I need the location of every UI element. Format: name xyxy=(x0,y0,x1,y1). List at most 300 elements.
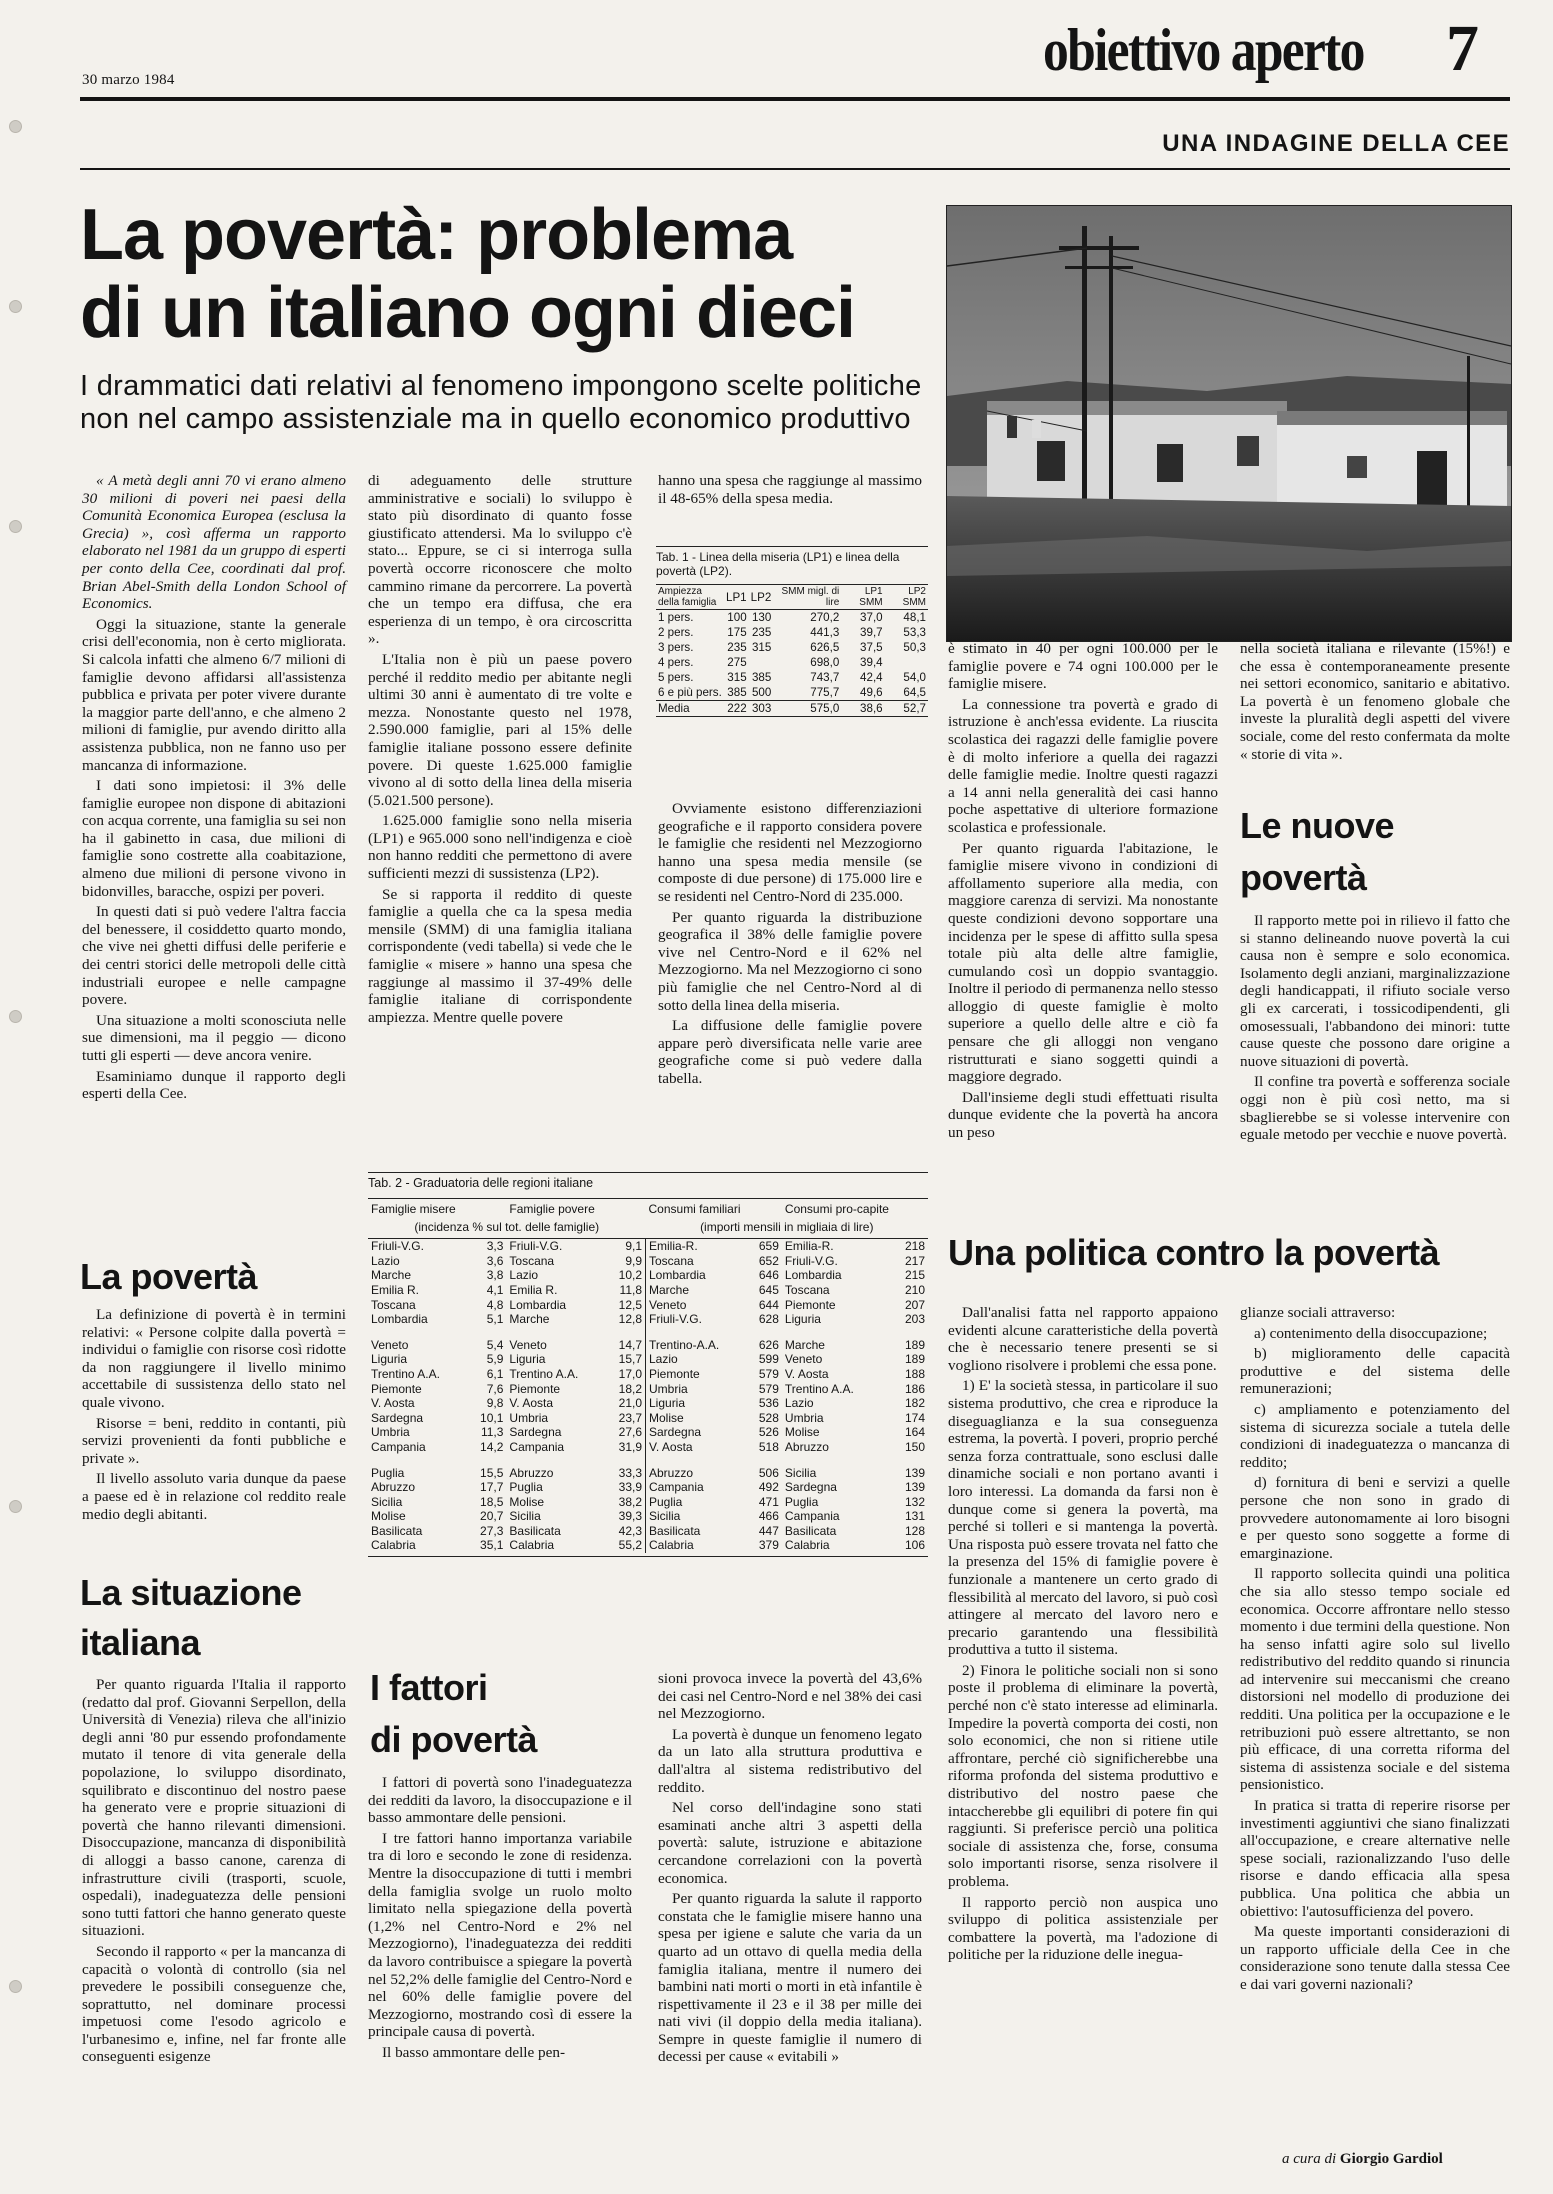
cell: Lombardia xyxy=(371,1312,428,1327)
subheading-line: Le nuove xyxy=(1240,805,1395,846)
cell: Trentino A.A. xyxy=(509,1366,579,1381)
cell: 471 xyxy=(758,1494,779,1509)
cell: 12,5 xyxy=(618,1297,642,1312)
cell: 4,1 xyxy=(486,1282,504,1297)
cell: Trentino A.A. xyxy=(784,1381,854,1396)
cell: Molise xyxy=(784,1425,820,1440)
cell: Sardegna xyxy=(646,1425,748,1440)
kicker-rule xyxy=(80,168,1510,170)
cell: 189 xyxy=(904,1337,925,1352)
deck: I drammatici dati relativi al fenomeno impongono scelte politiche non nel campo assistenziale ma in quello economico produttivo xyxy=(80,370,922,435)
table-row xyxy=(368,1440,928,1455)
cell: 659 xyxy=(758,1239,779,1254)
table-2-group: Consumi familiari xyxy=(648,1202,741,1216)
col3-paragraph: hanno una spesa che raggiunge al massimo il 48-65% della spesa media. xyxy=(658,472,922,507)
col4-paragraph: è stimato in 40 per ogni 100.000 per le famiglie povere e 74 ogni 100.000 per le famiglie misere. xyxy=(948,640,1218,693)
table-2 xyxy=(368,1172,928,1557)
table-total-row xyxy=(656,701,928,717)
cell: Piemonte xyxy=(509,1381,561,1396)
cell: 186 xyxy=(904,1381,925,1396)
cell: 4 pers. xyxy=(658,656,694,669)
cell: Umbria xyxy=(509,1410,549,1425)
cell: Abruzzo xyxy=(509,1465,554,1480)
cell xyxy=(885,655,928,670)
cell: 188 xyxy=(904,1366,925,1381)
byline-author: Giorgio Gardiol xyxy=(1339,2151,1443,2167)
cell: 150 xyxy=(904,1439,925,1454)
cell: 275 xyxy=(727,656,747,669)
table-2-group: Consumi pro-capite xyxy=(784,1202,889,1216)
cell: 42,3 xyxy=(618,1523,642,1538)
col1-paragraph: I dati sono impietosi: il 3% delle famiglie europee non dispone di abitazioni con acqua corrente, una famiglia su sei non ha il gabinetto in casa, due milioni di famiglie sono costrette alla coabitazione, almeno due milioni di persone vivono in bidonvilles, baracche, ospizi per poveri. xyxy=(82,777,346,900)
cell: 644 xyxy=(758,1297,779,1312)
fattori-paragraph: Nel corso dell'indagine sono stati esaminati anche altri 3 aspetti della povertà: salute, istruzione e abitazione cercandone correlazioni con la povertà economica. xyxy=(658,1799,922,1887)
cell: 5,9 xyxy=(486,1352,504,1367)
cell: 441,3 xyxy=(810,626,840,639)
col5-paragraph: Il rapporto mette poi in rilievo il fatto che si stanno delineando nuove povertà la cui causa non è sempre e solo economica. Isolamento degli anziani, marginalizzazione degli handicappati, il rifiuto sociale verso gli ex carcerati, i tossicodipendenti, gli omosessuali, l'abbandono dei minori: tutte cause queste che possono dare origine a nuove situazioni di povertà. xyxy=(1240,912,1510,1070)
table-2-group: Famiglie povere xyxy=(509,1202,595,1216)
cell: Sicilia xyxy=(646,1509,748,1524)
cell: Friuli-V.G. xyxy=(371,1239,424,1254)
cell: 23,7 xyxy=(618,1410,642,1425)
cell: 14,2 xyxy=(480,1439,504,1454)
cell: 379 xyxy=(758,1538,779,1553)
cell: 385 xyxy=(751,671,772,684)
table-1-grid xyxy=(656,584,928,717)
table-2-group: Famiglie misere xyxy=(371,1202,456,1216)
cell: Liguria xyxy=(784,1312,821,1327)
article-column-1c xyxy=(82,1676,346,2069)
subheading-line: povertà xyxy=(1240,857,1367,898)
col1-paragraph: La definizione di povertà è in termini relativi: « Persone colpite dalla povertà = individui o famiglie con risorse così ridotte da non raggiungere il livello minimo accettabile di sussistenza dello stato nel quale vivono. xyxy=(82,1306,346,1411)
cell: Friuli-V.G. xyxy=(784,1253,838,1268)
article-column-3b xyxy=(658,800,922,1091)
cell: Marche xyxy=(371,1268,412,1283)
cell: 139 xyxy=(904,1465,925,1480)
cell: 528 xyxy=(758,1410,779,1425)
table-row xyxy=(368,1352,928,1367)
cell: 536 xyxy=(758,1396,779,1411)
table-row xyxy=(656,685,928,701)
cell: Basilicata xyxy=(509,1523,561,1538)
cell: Lazio xyxy=(509,1268,539,1283)
cell: 518 xyxy=(758,1439,779,1454)
cell: 18,2 xyxy=(618,1381,642,1396)
cell: Sicilia xyxy=(784,1465,817,1480)
cell: Sicilia xyxy=(371,1494,403,1509)
cell: 9,9 xyxy=(625,1253,642,1268)
issue-date: 30 marzo 1984 xyxy=(82,72,175,88)
cell: 37,5 xyxy=(860,641,883,654)
table-1-header: LP2 SMM xyxy=(902,586,926,608)
col5-paragraph: Il confine tra povertà e sofferenza sociale oggi non è più così netto, ma si sbaglierebbe se si volesse intervenire con eguale metodo per vecchie e nuove povertà. xyxy=(1240,1073,1510,1144)
cell: 217 xyxy=(904,1253,925,1268)
table-2-bottom-rule xyxy=(368,1556,928,1557)
cell: 698,0 xyxy=(810,656,840,669)
cell: 743,7 xyxy=(810,671,840,684)
cell: Basilicata xyxy=(371,1523,423,1538)
binding-hole xyxy=(9,1500,22,1513)
cell: 33,9 xyxy=(618,1480,642,1495)
table-1-header: LP1 xyxy=(726,590,747,604)
headline xyxy=(80,196,950,352)
cell: Friuli-V.G. xyxy=(646,1312,748,1327)
kicker: UNA INDAGINE DELLA CEE xyxy=(1162,130,1510,157)
cell: Campania xyxy=(371,1439,426,1454)
cell: Veneto xyxy=(509,1337,547,1352)
masthead-rule xyxy=(80,97,1510,101)
politica-paragraph: d) fornitura di beni e servizi a quelle persone che non sono in grado di provvedere autonomamente ai loro bisogni e per questo sono soggette a forme di emarginazione. xyxy=(1240,1474,1510,1562)
politica-paragraph: c) ampliamento e potenziamento del sistema di sicurezza sociale a tutela delle condizioni di inadeguatezza o mancanza di reddito; xyxy=(1240,1400,1510,1471)
cell: 54,0 xyxy=(903,671,926,684)
cell: 175 xyxy=(727,626,747,639)
cell: 203 xyxy=(904,1312,925,1327)
cell: Veneto xyxy=(371,1337,409,1352)
cell: 37,0 xyxy=(860,611,883,624)
col1-paragraph: Il livello assoluto varia dunque da paese a paese ed è in relazione col reddito reale medio degli abitanti. xyxy=(82,1470,346,1523)
cell: Sicilia xyxy=(509,1509,541,1524)
cell: 139 xyxy=(904,1480,925,1495)
politica-paragraph: a) contenimento della disoccupazione; xyxy=(1254,1324,1488,1342)
cell: 626,5 xyxy=(810,641,840,654)
cell: 645 xyxy=(758,1282,779,1297)
cell: 20,7 xyxy=(480,1509,504,1524)
table-row xyxy=(368,1268,928,1283)
table-2-unit: (incidenza % sul tot. delle famiglie) xyxy=(414,1219,600,1234)
table-row xyxy=(656,670,928,685)
cell: 35,1 xyxy=(480,1538,504,1553)
cell: Molise xyxy=(371,1509,406,1524)
col1-paragraph: Risorse = beni, reddito in contanti, più servizi provenienti da fonti pubbliche e private ». xyxy=(82,1414,346,1467)
cell: 315 xyxy=(751,641,772,654)
cell: Toscana xyxy=(509,1253,555,1268)
cell: 315 xyxy=(727,671,747,684)
cell: Calabria xyxy=(784,1538,830,1553)
col4-paragraph: Dall'insieme degli studi effettuati risulta dunque evidente che la povertà ha ancora un peso xyxy=(948,1088,1218,1142)
politica-column-b xyxy=(1240,1304,1510,1997)
cell: 128 xyxy=(904,1523,925,1538)
cell: V. Aosta xyxy=(509,1396,553,1411)
table-1 xyxy=(656,546,928,717)
fattori-paragraph: I tre fattori hanno importanza variabile tra di loro e secondo le zone di residenza. Mentre la disoccupazione di tutti i membri della famiglia svolge un ruolo molto limitato nella spiegazione della povertà (1,2% nel Centro-Nord e 2% nel Mezzogiorno), l'inadeguatezza dei redditi da lavoro contribuisce a spiegare la povertà nel 52,2% delle famiglie del Centro-Nord e nel 60% delle famiglie povere del Mezzogiorno, mostrando così di essere la principale causa di povertà. xyxy=(368,1829,632,2041)
table-row xyxy=(368,1411,928,1426)
col2-paragraph: 1.625.000 famiglie sono nella miseria (LP1) e 965.000 sono nell'indigenza e cioè non hanno redditi che permettono di avere sufficienti mezzi di sussistenza (LP2). xyxy=(368,812,632,883)
cell: 775,7 xyxy=(810,686,840,699)
table-row xyxy=(368,1312,928,1327)
cell: 222 xyxy=(727,702,747,715)
cell: 652 xyxy=(758,1253,779,1268)
cell: 49,6 xyxy=(860,686,883,699)
cell: 174 xyxy=(904,1410,925,1425)
cell: Puglia xyxy=(509,1480,543,1495)
fattori-paragraph: Per quanto riguarda la salute il rapporto constata che le famiglie misere hanno una spesa per igiene e salute che varia da un quarto ad un ottavo di quella media della famiglia italiana, mentre il numero dei bambini nati morti o morti in età infantile è rispettivamente il 23 e il 38 per mille dei nati vivi (il doppio della media italiana). Sempre in queste famiglie il numero di decessi per cause « evitabili » xyxy=(658,1890,922,2066)
col1-paragraph: In questi dati si può vedere l'altra faccia del benessere, il cosiddetto quarto mondo, che vive nei ghetti diffusi delle periferie e dei centri storici delle metropoli delle città industriali europee e nelle campagne povere. xyxy=(82,903,346,1009)
table-row xyxy=(368,1298,928,1313)
col1-paragraph: Esaminiamo dunque il rapporto degli esperti della Cee. xyxy=(82,1067,346,1103)
cell: Molise xyxy=(509,1494,545,1509)
photo-shacks xyxy=(946,205,1512,642)
cell: Piemonte xyxy=(784,1297,836,1312)
col3-paragraph: Ovviamente esistono differenziazioni geografiche e il rapporto considera povere le famiglie che residenti nel Mezzogiorno hanno una spesa media mensile (se composte di due persone) di 175.000 lire e se residenti nel Centro-Nord di 235.000. xyxy=(658,800,922,905)
cell: 207 xyxy=(904,1297,925,1312)
cell: Lombardia xyxy=(509,1297,567,1312)
binding-hole xyxy=(9,1980,22,1993)
table-row xyxy=(368,1524,928,1539)
cell: Liguria xyxy=(371,1352,408,1367)
table-row xyxy=(368,1538,928,1553)
politica-paragraph: Dall'analisi fatta nel rapporto appaiono evidenti alcune caratteristiche della povertà che è necessario tenere presenti se si vogliono risolvere i problemi che essa pone. xyxy=(948,1304,1218,1374)
table-2-caption: Tab. 2 - Graduatoria delle regioni italiane xyxy=(368,1172,928,1190)
cell: 447 xyxy=(758,1523,779,1538)
cell: 39,4 xyxy=(860,656,883,669)
cell: Veneto xyxy=(784,1352,823,1367)
cell: Campania xyxy=(646,1480,748,1495)
subheading-situazione-italiana xyxy=(80,1568,302,1668)
cell: 42,4 xyxy=(860,671,883,684)
cell: 39,3 xyxy=(618,1509,642,1524)
cell: 235 xyxy=(727,641,747,654)
table-row xyxy=(368,1509,928,1524)
table-row xyxy=(368,1495,928,1510)
cell: 12,8 xyxy=(618,1312,642,1327)
page-number: 7 xyxy=(1446,12,1479,85)
cell: Basilicata xyxy=(646,1524,748,1539)
binding-hole xyxy=(9,1010,22,1023)
cell: Media xyxy=(658,702,690,715)
cell: Marche xyxy=(784,1337,825,1352)
cell: 5 pers. xyxy=(658,671,694,684)
cell: 131 xyxy=(904,1509,925,1524)
cell: 18,5 xyxy=(480,1494,504,1509)
cell: 100 xyxy=(727,611,747,624)
cell: 21,0 xyxy=(618,1396,642,1411)
cell: Abruzzo xyxy=(646,1455,748,1481)
cell: 210 xyxy=(904,1282,925,1297)
cell: Emilia-R. xyxy=(646,1239,748,1254)
cell: 3,3 xyxy=(486,1239,504,1254)
cell: 11,8 xyxy=(619,1282,642,1297)
cell: Campania xyxy=(509,1439,565,1454)
cell: 52,7 xyxy=(903,702,926,715)
cell: Toscana xyxy=(646,1254,748,1269)
cell: 17,0 xyxy=(618,1366,642,1381)
cell: 1 pers. xyxy=(658,611,694,624)
politica-paragraph: Il rapporto perciò non auspica uno sviluppo di politica assistenziale per combattere la povertà, ma l'adozione di politiche per la riduzione delle inegua- xyxy=(948,1893,1218,1964)
cell: V. Aosta xyxy=(646,1440,748,1455)
heading-politica: Una politica contro la povertà xyxy=(948,1232,1440,1273)
cell: 270,2 xyxy=(810,611,840,624)
cell: 14,7 xyxy=(618,1337,642,1352)
table-row xyxy=(368,1455,928,1481)
cell: Umbria xyxy=(646,1382,748,1397)
cell: 579 xyxy=(758,1366,779,1381)
cell: Sardegna xyxy=(784,1480,837,1495)
section-title: obiettivo aperto xyxy=(1043,17,1364,83)
cell: 15,5 xyxy=(480,1465,504,1480)
article-column-2 xyxy=(368,472,632,1029)
cell: 31,9 xyxy=(618,1439,642,1454)
politica-paragraph: 1) E' la società stessa, in particolare il suo sistema produttivo, che crea e riproduce la diseguaglianza e la sua conseguenza estrema, la povertà. I poveri, proprio perché senza forza contrattuale, sono esclusi dalle dinamiche sociali e non portano avanti i loro interessi. La domanda da farsi non è dunque come si genera la povertà, ma perché si tolleri e si mantenga la povertà. Una risposta può essere trovata nel fatto che la presenza del 15% di famiglie povere è funzionale a mantenere un certo grado di flessibilità al mercato del lavoro, si può così attingere al mercato del lavoro nero e precario garantendo una flessibilità produttiva a tutto il sistema. xyxy=(948,1377,1218,1659)
cell: Trentino A.A. xyxy=(371,1366,440,1381)
cell: 15,7 xyxy=(618,1352,642,1367)
cell: 3,8 xyxy=(486,1268,504,1283)
table-row xyxy=(368,1425,928,1440)
cell: 39,7 xyxy=(860,626,883,639)
cell: 500 xyxy=(751,686,772,699)
cell: Calabria xyxy=(371,1538,416,1553)
table-2-grid xyxy=(368,1198,928,1553)
cell: Basilicata xyxy=(784,1523,837,1538)
cell: Lombardia xyxy=(784,1268,842,1283)
table-2-unit: (importi mensili in migliaia di lire) xyxy=(700,1219,874,1234)
politica-paragraph: b) miglioramento delle capacità produttive e del sistema delle remunerazioni; xyxy=(1240,1345,1510,1398)
headline-line-2: di un italiano ogni dieci xyxy=(80,273,856,353)
table-row xyxy=(656,655,928,670)
table-1-header: LP1 SMM xyxy=(859,586,883,608)
cell: Abruzzo xyxy=(784,1439,829,1454)
article-column-1b xyxy=(82,1306,346,1526)
cell: Puglia xyxy=(371,1465,405,1480)
fattori-paragraph: sioni provoca invece la povertà del 43,6% dei casi nel Centro-Nord e nel 38% dei casi nel Mezzogiorno. xyxy=(658,1670,923,1723)
subheading-line: di povertà xyxy=(370,1719,538,1760)
cell: Abruzzo xyxy=(371,1480,416,1495)
cell: Sardegna xyxy=(509,1425,562,1440)
cell: Friuli-V.G. xyxy=(509,1239,563,1254)
table-row xyxy=(368,1480,928,1495)
col3-paragraph: La diffusione delle famiglie povere appare però diversificata nelle varie aree geografiche come si può vedere dalla tabella. xyxy=(658,1017,922,1087)
cell: Veneto xyxy=(646,1298,748,1313)
cell: 132 xyxy=(904,1494,925,1509)
table-1-header: Ampiezza della famiglia xyxy=(658,586,717,608)
cell: 9,1 xyxy=(625,1239,642,1254)
politica-paragraph: 2) Finora le politiche sociali non si sono poste il problema di eliminare la povertà, perché non c'è stato interesse ad eliminarla. Impedire la povertà comporta dei costi, non solo economici, che non si ritiene utile affrontare, perché ciò significherebbe una riforma profonda del sistema produttivo e distributivo del nostro paese che intaccherebbe gli equilibri di potere fin qui raggiunti. Si preferisce perciò una politica sociale di assistenza che, forse, consuma solo importanti risorse, senza risolvere il problema. xyxy=(948,1661,1218,1890)
cell: Sardegna xyxy=(371,1410,424,1425)
cell: Puglia xyxy=(784,1494,819,1509)
cell: Emilia R. xyxy=(371,1282,420,1297)
cell: 4,8 xyxy=(486,1297,504,1312)
cell: 215 xyxy=(904,1268,925,1283)
cell: 182 xyxy=(904,1396,925,1411)
cell: Liguria xyxy=(509,1352,546,1367)
cell: 506 xyxy=(758,1465,779,1480)
cell: Umbria xyxy=(784,1410,824,1425)
binding-hole xyxy=(9,120,22,133)
col4-paragraph: La connessione tra povertà e grado di istruzione è anch'essa evidente. La riuscita scolastica dei ragazzi delle famiglie povere è di molto inferiore a quella dei ragazzi delle famiglie medie. Inoltre questi ragazzi a 14 anni nella generalità dei casi hanno poche aspettative di ulteriore formazione scolastica e professionale. xyxy=(948,695,1218,836)
politica-column-a xyxy=(948,1304,1218,1967)
cell: 3 pers. xyxy=(658,641,694,654)
cell: V. Aosta xyxy=(784,1366,829,1381)
byline-prefix: a cura di xyxy=(1282,2151,1337,2167)
cell: 11,3 xyxy=(480,1425,504,1440)
cell: Calabria xyxy=(509,1538,555,1553)
table-row xyxy=(368,1283,928,1298)
byline xyxy=(1282,2151,1443,2168)
photo-shacks-image xyxy=(947,206,1511,641)
cell: 5,4 xyxy=(486,1337,504,1352)
cell: 303 xyxy=(751,702,772,715)
fattori-column-b xyxy=(658,1670,922,2069)
cell: 492 xyxy=(758,1480,779,1495)
cell: 3,6 xyxy=(486,1253,504,1268)
binding-hole xyxy=(9,520,22,533)
heading-fattori xyxy=(370,1662,537,1766)
cell: 164 xyxy=(904,1425,925,1440)
politica-paragraph: Il rapporto sollecita quindi una politica che sia allo stesso tempo sociale ed economica. Occorre affrontare nello stesso momento i due termini della questione. Non ha senso infatti agire solo sul livello redistributivo del reddito quando si rinuncia ad intervenire sui meccanismi che creano distorsioni nel modello di produzione dei redditi. Una politica per la occupazione e le retribuzioni può essere altrettanto, se non più efficace, di una corretta riforma del sistema di assistenza sociale e del sistema pensionistico. xyxy=(1240,1565,1510,1794)
cell: Liguria xyxy=(646,1396,748,1411)
cell: Emilia-R. xyxy=(784,1239,834,1254)
table-row xyxy=(656,625,928,640)
fattori-column-a xyxy=(368,1774,632,2065)
cell: 5,1 xyxy=(486,1312,504,1327)
cell: 385 xyxy=(727,686,747,699)
col3-paragraph: Per quanto riguarda la distribuzione geografica il 38% delle famiglie povere vive nel Centro-Nord e il 62% nel Mezzogiorno. Ma nel Mezzogiorno ci sono più famiglie che nel Centro-Nord al di sotto della linea della miseria. xyxy=(658,908,922,1014)
politica-paragraph: glianze sociali attraverso: xyxy=(1240,1304,1396,1321)
cell: 599 xyxy=(758,1352,779,1367)
cell: 2 pers. xyxy=(658,626,694,639)
cell: 7,6 xyxy=(486,1381,504,1396)
col2-paragraph: Se si rapporta il reddito di queste famiglie a quella che ca la spesa media mensile (SMM) di una famiglia italiana corrispondente (vedi tabella) si vede che le famiglie « misere » hanno una spesa che raggiunge al massimo il 37-49% delle famiglie italiane di corrispondente ampiezza. Mentre quelle povere xyxy=(368,885,632,1026)
politica-paragraph: In pratica si tratta di reperire risorse per investimenti aggiuntivi che siano finalizzati all'occupazione, e creare alternative nelle spese sociali, razionalizzando l'uso delle risorse e dando efficacia alla spesa pubblica. Una politica che abbia un obiettivo: l'autosufficienza del povero. xyxy=(1240,1797,1510,1920)
col2-paragraph: di adeguamento delle strutture amministrative e sociali) lo sviluppo è stato più disordinato di quanto fosse giustificato attendersi. Ma lo sviluppo c'è stato... Eppure, se ci si interroga sulla povertà occorre riconoscere che molto cammino rimane da percorrere. La povertà che un tempo era diffusa, che era esperienza di un tempo, è ora circoscritta ». xyxy=(368,472,632,648)
col1-paragraph: « A metà degli anni 70 vi erano almeno 30 milioni di poveri nei paesi della Comunità Economica Europea (esclusa la Grecia) », così afferma un rapporto elaborato nel 1981 da un gruppo di esperti per conto della Cee, coordinati dal prof. Brian Abel-Smith della London School of Economics. xyxy=(82,472,346,613)
cell: 55,2 xyxy=(618,1538,642,1553)
cell: Lazio xyxy=(646,1352,748,1367)
article-column-5 xyxy=(1240,640,1510,766)
cell: 6 e più pers. xyxy=(658,686,722,699)
cell: 10,1 xyxy=(480,1410,504,1425)
cell: 10,2 xyxy=(618,1268,642,1283)
cell: Emilia R. xyxy=(509,1282,558,1297)
cell: 9,8 xyxy=(486,1396,504,1411)
table-row xyxy=(368,1327,928,1353)
cell: Lazio xyxy=(371,1253,400,1268)
article-column-5b xyxy=(1240,912,1510,1147)
table-row xyxy=(656,610,928,626)
table-row xyxy=(368,1382,928,1397)
cell: Lombardia xyxy=(646,1268,748,1283)
cell: Toscana xyxy=(371,1297,416,1312)
col1-paragraph: Oggi la situazione, stante la generale crisi dell'economia, non è certo migliorata. Si calcola infatti che almeno 6/7 milioni di famiglie devono affidarsi all'assistenza pubblica e privata per poter vivere durante la maggior parte dell'anno, e che almeno 2 milioni di famiglie, pur avendo diritto alla assistenza pubblica, non ne fanno uso per mancanza di informazione. xyxy=(82,615,346,774)
fattori-paragraph: I fattori di povertà sono l'inadeguatezza dei redditi da lavoro, la disoccupazione e il basso ammontare delle pensioni. xyxy=(368,1774,632,1827)
cell: 33,3 xyxy=(618,1465,642,1480)
cell: 575,0 xyxy=(810,702,840,715)
table-row xyxy=(368,1396,928,1411)
headline-line-1: La povertà: problema xyxy=(80,195,793,275)
cell: Lazio xyxy=(784,1396,814,1411)
cell: 235 xyxy=(751,626,772,639)
article-column-1 xyxy=(82,472,346,1106)
cell: Molise xyxy=(646,1411,748,1426)
col1-paragraph: Una situazione a molti sconosciuta nelle sue dimensioni, ma il peggio — dicono tutti gli esperti — deve ancora venire. xyxy=(82,1011,346,1064)
col2-paragraph: L'Italia non è più un paese povero perché il reddito medio per abitante negli ultimi 30 anni è aumentato di tre volte e mezza. Nonostante questo nel 1978, 2.590.000 famiglie, pari al 15% delle famiglie italiane possono essere definite povere. Di queste 1.625.000 famiglie vivono al di sotto della linea della miseria (5.021.500 persone). xyxy=(368,650,632,809)
cell: Trentino-A.A. xyxy=(646,1327,748,1353)
cell: 27,3 xyxy=(480,1523,504,1538)
politica-paragraph: Ma queste importanti considerazioni di un rapporto ufficiale della Cee in che considerazione sono tenute dalla stessa Cee e dai vari governi nazionali? xyxy=(1240,1923,1510,1993)
table-row xyxy=(368,1239,928,1254)
cell: 218 xyxy=(904,1239,925,1254)
table-1-header: LP2 xyxy=(750,590,772,604)
subheading-nuove-poverta xyxy=(1240,800,1394,904)
cell: 48,1 xyxy=(903,611,926,624)
table-row xyxy=(368,1367,928,1382)
cell: 64,5 xyxy=(903,686,926,699)
subheading-line: italiana xyxy=(80,1622,201,1663)
cell: Puglia xyxy=(646,1495,748,1510)
cell: 466 xyxy=(758,1509,779,1524)
cell: 526 xyxy=(758,1425,779,1440)
cell: Marche xyxy=(646,1283,748,1298)
table-1-header: SMM migl. di lire xyxy=(781,586,840,608)
